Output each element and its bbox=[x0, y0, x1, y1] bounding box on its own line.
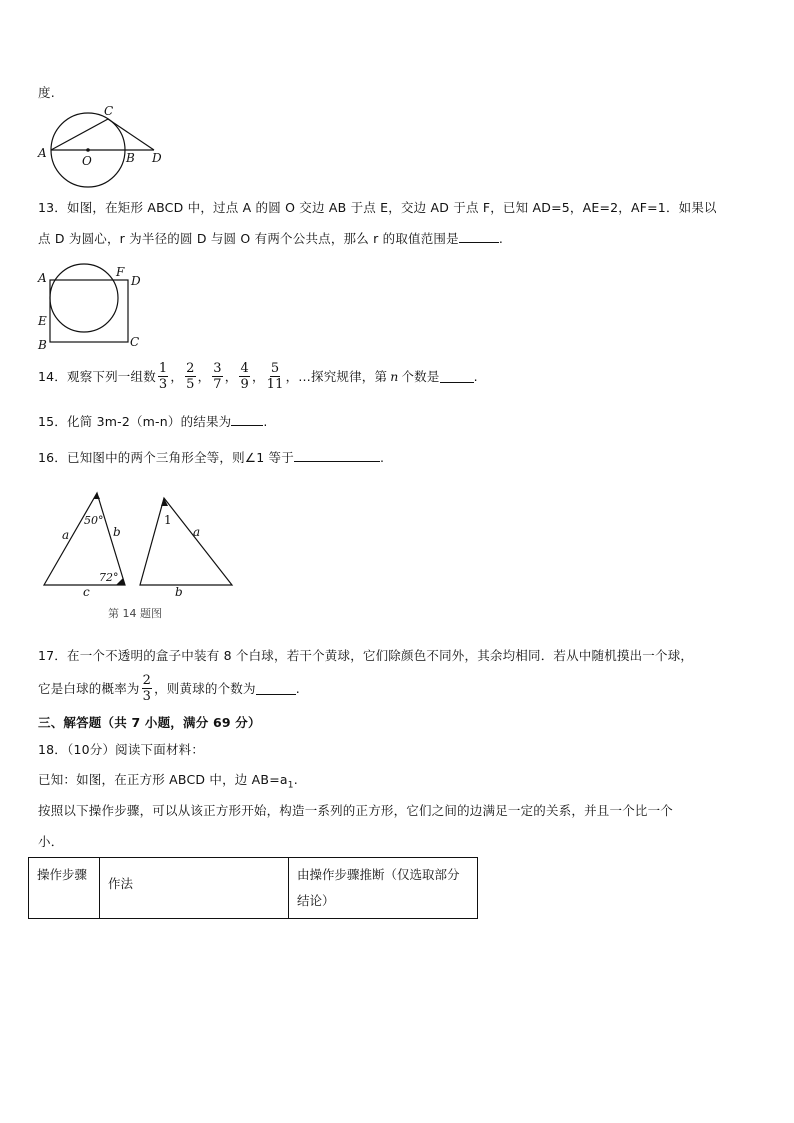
section-heading: 三、解答题（共 7 小题，满分 69 分） bbox=[38, 715, 261, 730]
fraction-2: $\frac{2}{5}$ bbox=[186, 360, 195, 392]
label-B: B bbox=[38, 338, 47, 352]
answer-blank[interactable] bbox=[459, 229, 499, 243]
answer-blank[interactable] bbox=[231, 412, 263, 426]
fraction-3: $\frac{3}{7}$ bbox=[213, 360, 222, 392]
fraction-4: $\frac{4}{9}$ bbox=[240, 360, 249, 392]
header-inference: 由操作步骤推断（仅选取部分结论） bbox=[289, 858, 478, 919]
fraction-2-3: $\frac{2}{3}$ bbox=[142, 672, 152, 704]
header-steps: 操作步骤 bbox=[29, 858, 100, 919]
label-B: B bbox=[126, 151, 135, 165]
answer-blank[interactable] bbox=[294, 448, 380, 462]
label-D: D bbox=[131, 274, 141, 288]
q18-given: 已知：如图，在正方形 ABCD 中，边 $AB=a_1$. bbox=[38, 772, 298, 791]
q18-steps-line2: 小． bbox=[38, 834, 64, 849]
label-C: C bbox=[130, 335, 140, 349]
q18-steps-line1: 按照以下操作步骤，可以从该正方形开始，构造一系列的正方形，它们之间的边满足一定的关系，并且一个比一个 bbox=[38, 803, 674, 818]
figure-q16-triangles bbox=[36, 484, 242, 624]
figure-q13-rectangle-circle bbox=[34, 262, 154, 354]
figure-caption: 第 14 题图 bbox=[108, 607, 162, 620]
label-b: b bbox=[113, 525, 121, 539]
figure-q12-circle-tangent bbox=[34, 102, 174, 188]
label-O: O bbox=[82, 154, 92, 168]
fraction-5: $\frac{5}{11}$ bbox=[266, 360, 284, 392]
angle-72: 72° bbox=[99, 571, 119, 584]
q17-line2: 它是白球的概率为 $\frac{2}{3}$ ，则黄球的个数为 . bbox=[38, 672, 300, 704]
header-method: 作法 bbox=[100, 858, 289, 919]
q12-tail: 度. bbox=[38, 85, 55, 100]
operations-table bbox=[28, 857, 478, 919]
angle-50: 50° bbox=[84, 514, 104, 527]
q16-line: 16．已知图中的两个三角形全等，则∠1 等于 . bbox=[38, 450, 385, 465]
angle-1: 1 bbox=[164, 513, 172, 527]
answer-blank[interactable] bbox=[256, 681, 296, 695]
q13-line2: 点 D 为圆心，r 为半径的圆 D 与圆 O 有两个公共点，那么 r 的取值范围是 . bbox=[38, 231, 504, 246]
label-b: b bbox=[175, 585, 183, 599]
label-a: a bbox=[193, 525, 201, 539]
label-C: C bbox=[104, 104, 114, 118]
label-E: E bbox=[38, 314, 47, 328]
label-a: a bbox=[62, 528, 70, 542]
table-header-row bbox=[29, 858, 478, 919]
label-A: A bbox=[38, 146, 47, 160]
q13-line1: 13．如图，在矩形 ABCD 中，过点 A 的圆 O 交边 AB 于点 E，交边 AD 于点 F，已知 AD=5，AE=2，AF=1．如果以 bbox=[38, 200, 717, 215]
fraction-1: $\frac{1}{3}$ bbox=[158, 360, 168, 392]
label-A: A bbox=[38, 271, 47, 285]
answer-blank[interactable] bbox=[440, 369, 474, 383]
q14-line: 14．观察下列一组数 $\frac{1}{3}$ ， $\frac{2}{5}$ ， $\frac{3}{7}$ ， $\frac{4}{9}$ ， $\frac{5}{11}$ ，…探究规律，第 n 个数是 . bbox=[38, 360, 478, 392]
label-c: c bbox=[83, 585, 90, 599]
label-D: D bbox=[152, 151, 162, 165]
q18-head: 18．（10分）阅读下面材料： bbox=[38, 742, 205, 757]
q17-line1: 17．在一个不透明的盒子中装有 8 个白球，若干个黄球，它们除颜色不同外，其余均相同．若从中随机摸出一个球， bbox=[38, 648, 694, 663]
q15-line: 15．化简 3m-2（m-n）的结果为 . bbox=[38, 414, 268, 429]
q13-text: 点 D 为圆心，r 为半径的圆 D 与圆 O 有两个公共点，那么 r 的取值范围是 bbox=[38, 231, 459, 246]
label-F: F bbox=[116, 265, 125, 279]
